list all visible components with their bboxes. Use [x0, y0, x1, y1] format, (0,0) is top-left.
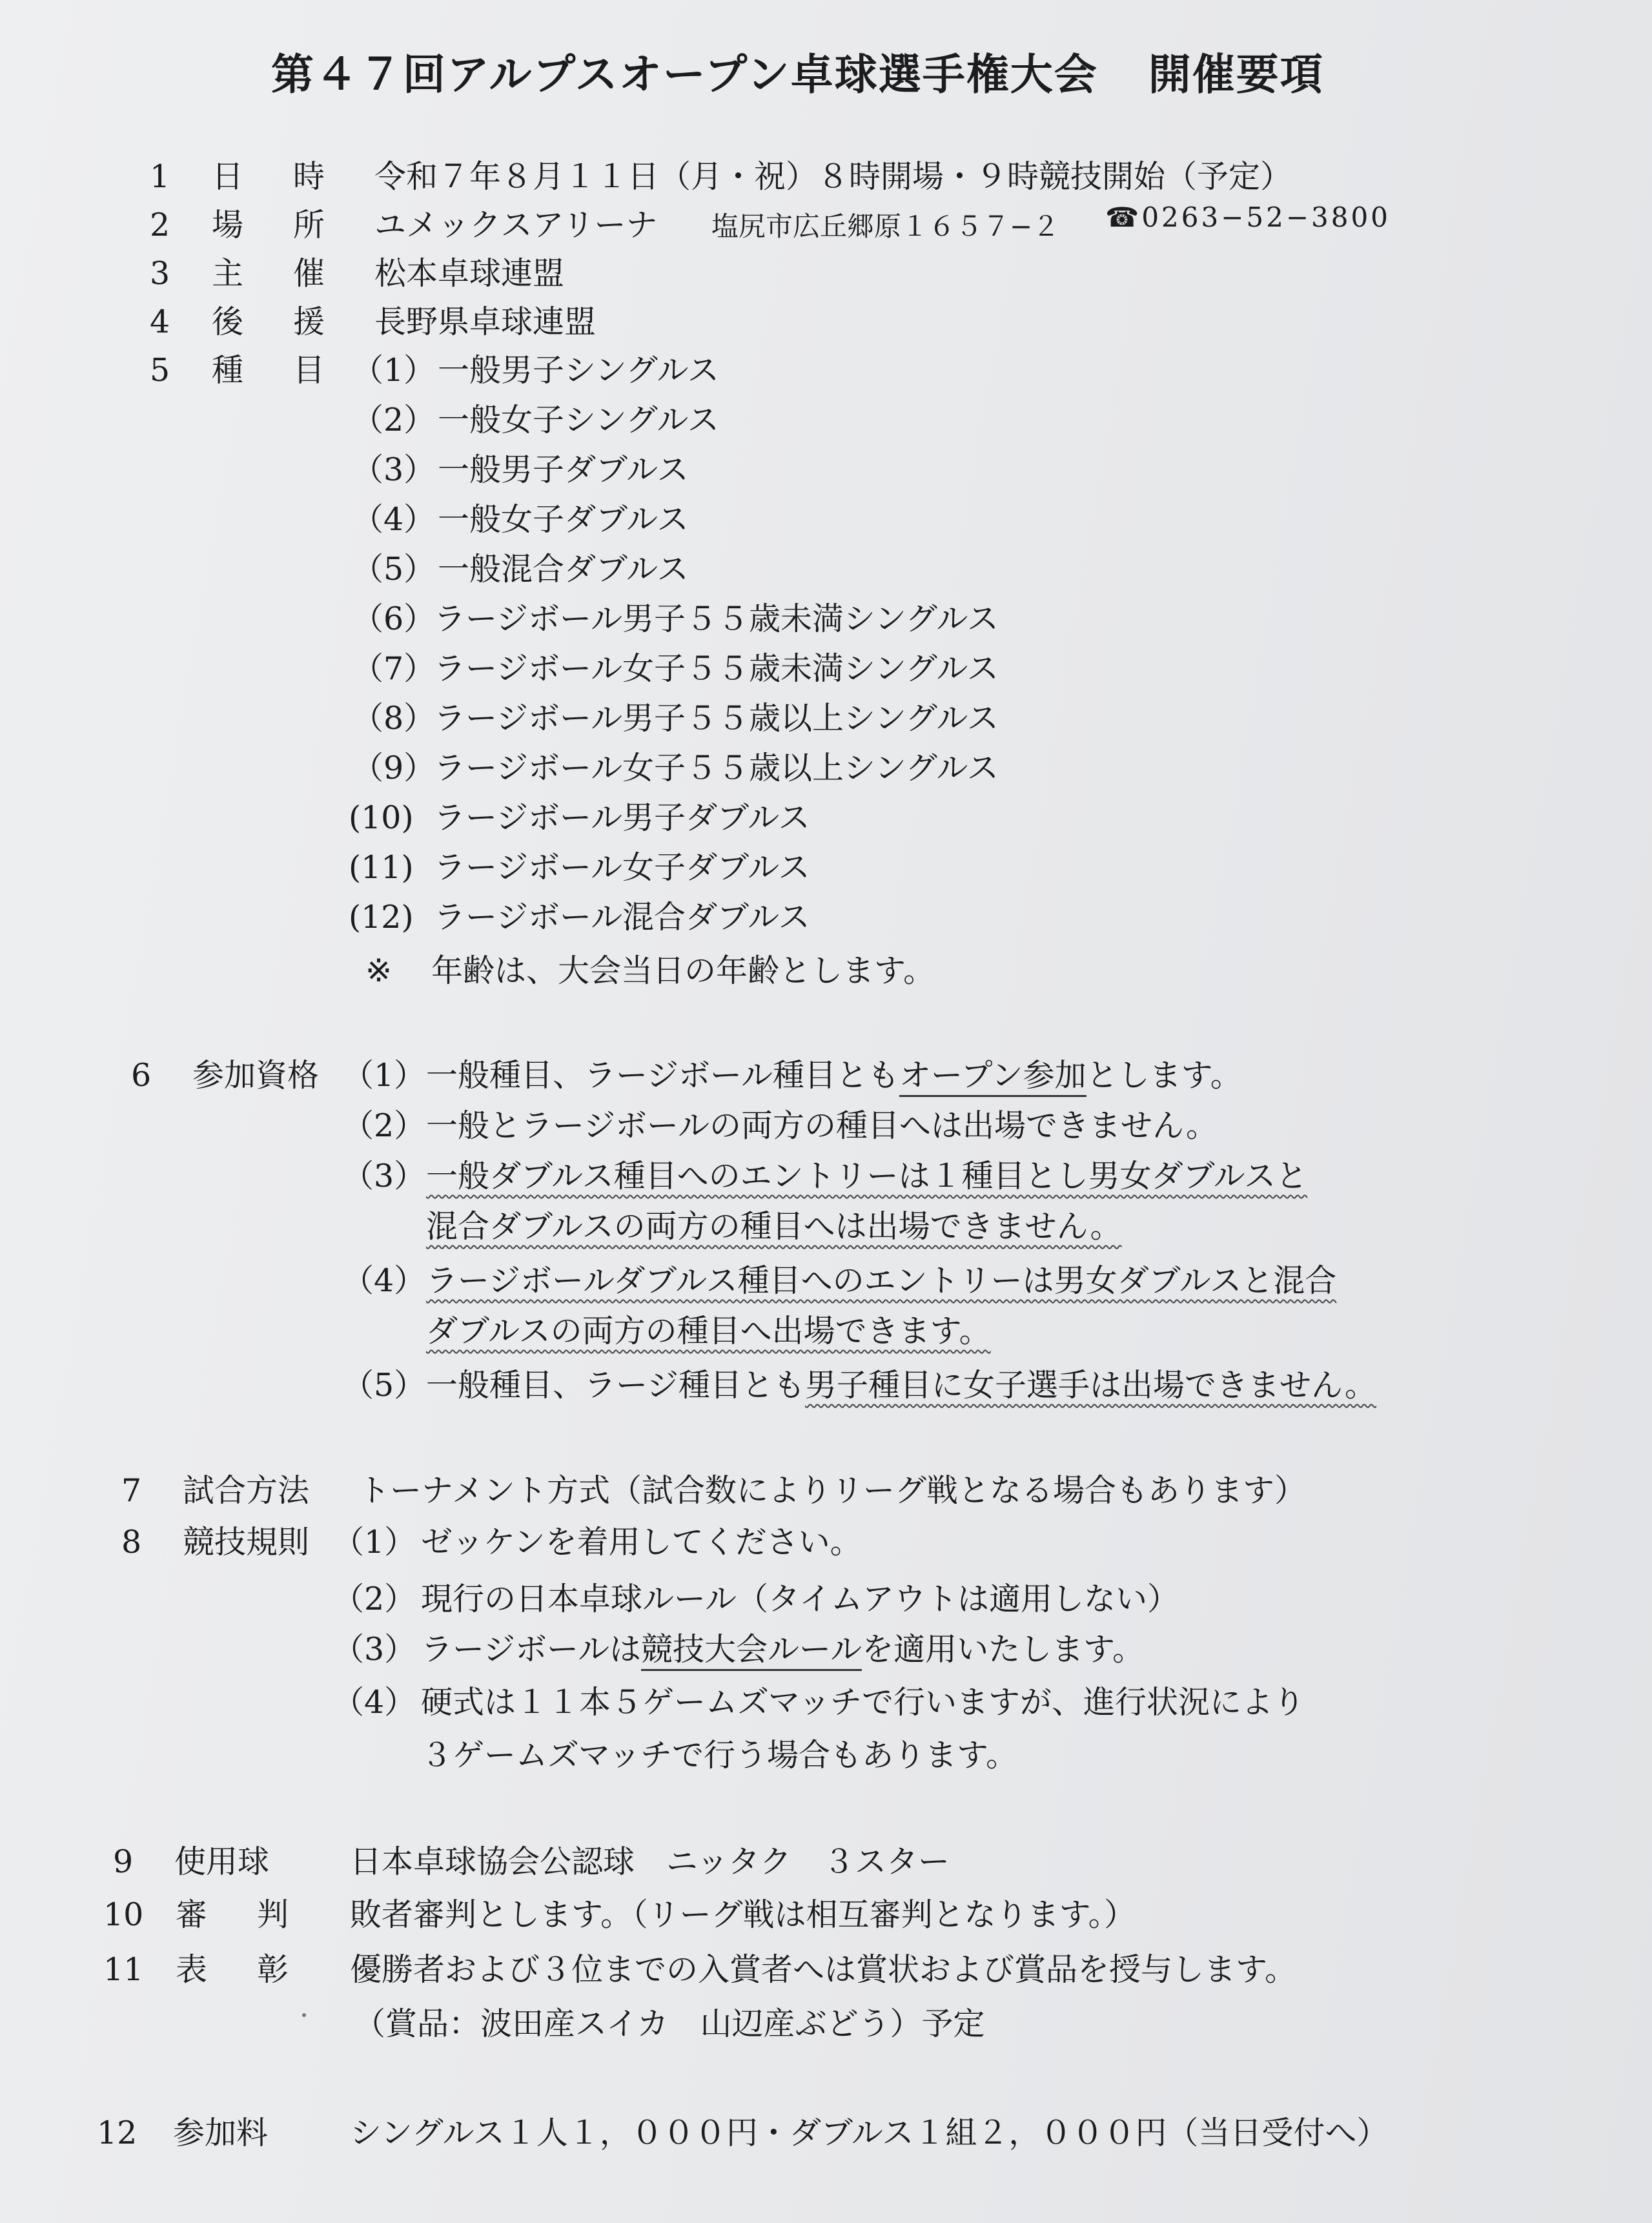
item-number: （4）	[342, 1262, 426, 1299]
note-mark: ※	[365, 952, 393, 989]
venue-phone: ☎0263−52−3800	[1105, 201, 1391, 233]
event-name: 一般男子ダブルス	[438, 451, 689, 488]
section-text: 長野県卓球連盟	[374, 303, 597, 340]
section-number: 2	[150, 207, 170, 243]
item-text: 混合ダブルスの両方の種目へは出場できません。	[426, 1208, 1122, 1245]
section-text: 松本卓球連盟	[374, 255, 565, 292]
item-text: ３ゲームズマッチで行う場合もあります。	[421, 1737, 1018, 1774]
venue-name: ユメックスアリーナ	[374, 207, 658, 243]
event-number: (12)	[349, 899, 414, 936]
section-label: 審 判	[176, 1896, 298, 1933]
event-number: （9）	[352, 750, 436, 786]
item-number: （1）	[342, 1057, 426, 1094]
section-text: 日本卓球協会公認球 ニッタク ３スター	[350, 1843, 950, 1880]
section-number: 3	[150, 255, 170, 292]
item-text: 現行の日本卓球ルール（タイムアウトは適用しない）	[421, 1581, 1179, 1617]
event-name: ラージボール女子ダブルス	[434, 849, 810, 886]
event-name: 一般男子シングルス	[438, 352, 719, 389]
section-number: 1	[150, 158, 170, 195]
venue-address: 塩尻市広丘郷原１６５７−２	[711, 210, 1060, 242]
event-name: ラージボール混合ダブルス	[434, 899, 810, 936]
section-label: 日 時	[212, 158, 334, 195]
section-number: 12	[97, 2115, 138, 2151]
event-name: ラージボール男子ダブルス	[434, 799, 810, 836]
event-number: （4）	[352, 501, 436, 538]
section-text: 敗者審判とします。（リーグ戦は相互審判となります。）	[350, 1896, 1136, 1933]
section-label: 競技規則	[183, 1524, 310, 1561]
event-number: （5）	[352, 551, 436, 588]
event-number: (11)	[349, 849, 414, 886]
item-text: 一般種目、ラージボール種目とも	[426, 1057, 900, 1094]
item-number: （5）	[342, 1367, 426, 1404]
item-text: 一般種目、ラージ種目とも	[426, 1367, 806, 1404]
event-number: （8）	[352, 700, 436, 737]
section-label: 場 所	[212, 207, 334, 243]
section-number: 5	[150, 352, 170, 389]
title-sub: 開催要項	[1148, 50, 1324, 99]
item-number: （3）	[342, 1158, 426, 1194]
note-text: 年齢は、大会当日の年齢とします。	[431, 952, 935, 989]
section-text: シングルス１人１，０００円・ダブルス１組２，０００円（当日受付へ）	[350, 2115, 1389, 2151]
section-label: 試合方法	[183, 1472, 310, 1509]
underlined-text: 競技大会ルール	[641, 1631, 862, 1671]
event-name: 一般女子ダブルス	[438, 501, 689, 538]
event-number: （2）	[352, 402, 436, 438]
section-label: 後 援	[212, 303, 334, 340]
item-number: （2）	[342, 1107, 426, 1144]
section-label: 使用球	[174, 1843, 270, 1880]
section-text: 令和７年８月１１日（月・祝）８時開場・９時競技開始（予定）	[374, 158, 1292, 195]
section-label: 種 目	[212, 352, 334, 389]
item-number: （3）	[332, 1631, 416, 1668]
underlined-text: オープン参加	[899, 1057, 1086, 1097]
item-text: とします。	[1086, 1057, 1242, 1094]
section-label: 主 催	[212, 255, 334, 292]
prize-text: （賞品：波田産スイカ 山辺産ぶどう）予定	[354, 2005, 985, 2042]
item-number: （4）	[332, 1684, 416, 1721]
item-number: （2）	[332, 1581, 416, 1617]
section-number: 10	[103, 1896, 144, 1933]
event-name: 一般女子シングルス	[438, 402, 719, 438]
paper-speck	[302, 2013, 306, 2017]
item-text: 一般とラージボールの両方の種目へは出場できません。	[426, 1107, 1218, 1144]
item-text: ラージボールダブルス種目へのエントリーは男女ダブルスと混合	[426, 1262, 1337, 1299]
item-text: ラージボールは	[421, 1631, 642, 1668]
item-number: （1）	[332, 1524, 416, 1561]
item-text: 硬式は１１本５ゲームズマッチで行いますが、進行状況により	[421, 1684, 1305, 1721]
item-text: を適用いたします。	[862, 1631, 1145, 1668]
section-text: トーナメント方式（試合数によりリーグ戦となる場合もあります）	[358, 1472, 1307, 1509]
event-name: ラージボール女子５５歳以上シングルス	[434, 750, 999, 786]
item-text: ダブルスの両方の種目へ出場できます。	[426, 1313, 991, 1349]
section-text: 優勝者および３位までの入賞者へは賞状および賞品を授与します。	[350, 1951, 1297, 1988]
item-text: ゼッケンを着用してください。	[421, 1524, 862, 1561]
section-number: 11	[103, 1951, 144, 1988]
event-number: （6）	[352, 600, 436, 637]
section-number: 6	[131, 1057, 152, 1094]
event-number: （1）	[352, 352, 436, 389]
section-number: 8	[121, 1524, 142, 1561]
section-number: 4	[150, 303, 170, 340]
section-number: 7	[121, 1472, 142, 1509]
section-label: 参加資格	[192, 1057, 320, 1094]
section-number: 9	[113, 1843, 134, 1880]
section-label: 表 彰	[176, 1951, 298, 1988]
underlined-text: 男子種目に女子選手は出場できません。	[805, 1367, 1376, 1404]
event-name: ラージボール男子５５歳未満シングルス	[434, 600, 999, 637]
event-number: （7）	[352, 650, 436, 687]
event-number: （3）	[352, 451, 436, 488]
section-label: 参加料	[173, 2115, 269, 2151]
document-title	[271, 40, 1324, 101]
event-name: ラージボール女子５５歳未満シングルス	[434, 650, 999, 687]
title-main: 第４７回アルプスオープン卓球選手権大会	[271, 50, 1098, 99]
event-name: ラージボール男子５５歳以上シングルス	[434, 700, 999, 737]
item-text: 一般ダブルス種目へのエントリーは１種目とし男女ダブルスと	[426, 1158, 1308, 1194]
event-name: 一般混合ダブルス	[438, 551, 689, 588]
event-number: (10)	[349, 799, 414, 836]
